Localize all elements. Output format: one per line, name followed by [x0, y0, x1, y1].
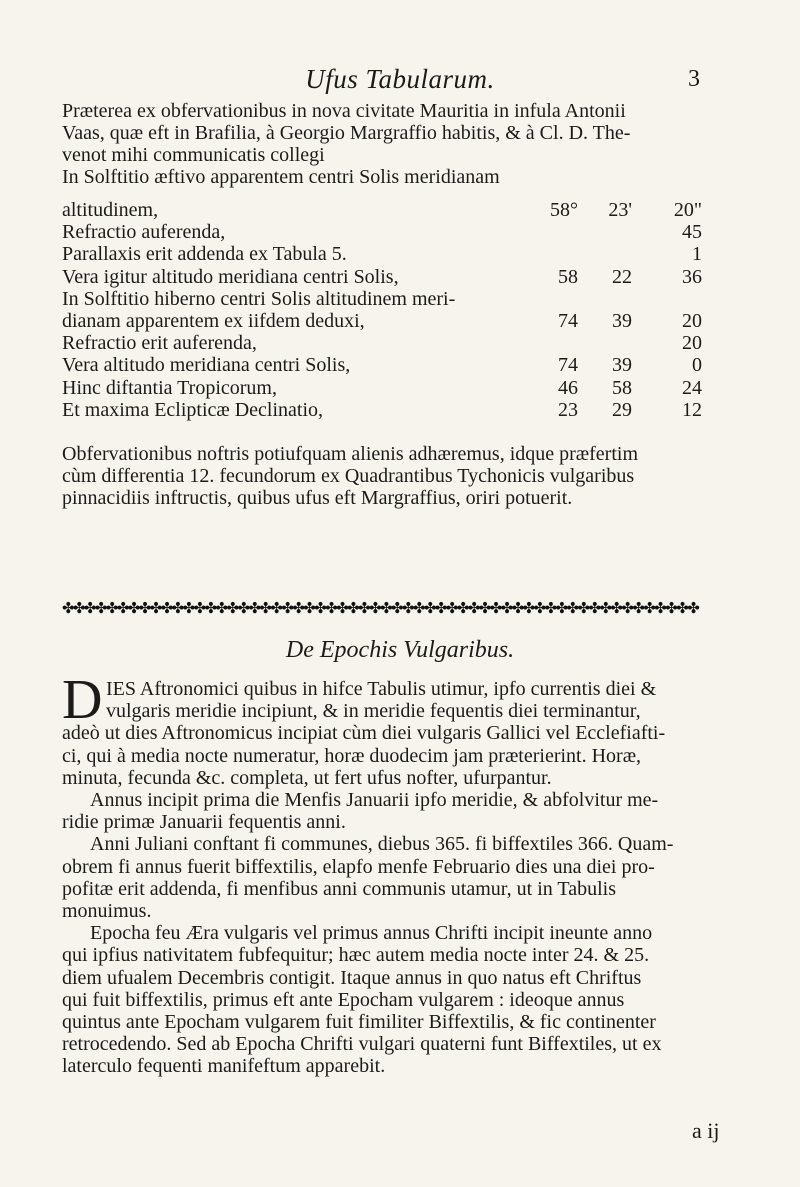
seconds-value: 1 — [692, 243, 702, 266]
seconds-value: 12 — [682, 398, 702, 421]
row-label: Et maxima Eclipticæ Declinatio, — [62, 398, 324, 421]
page-number: 3 — [688, 66, 700, 92]
table-row — [62, 310, 752, 332]
text-line: qui ipfius nativitatem fubfequitur; hæc autem media nocte inter 24. & 25. — [62, 944, 650, 967]
row-label: altitudinem, — [62, 199, 159, 221]
text-line: diem ufualem Decembris contigit. Itaque annus in quo natus eft Chriftus — [62, 966, 642, 989]
text-line: quintus ante Epocham vulgarem fuit fimiliter Biffextilis, & fic continenter — [62, 1011, 656, 1034]
degrees-value: 58 — [558, 265, 578, 288]
text-line: obrem fi annus fuerit biffextilis, elapfo menfe Februario dies una diei pro- — [62, 855, 655, 878]
row-label: dianam apparentem ex iifdem deduxi, — [62, 309, 365, 332]
minutes-value: 22 — [612, 265, 632, 288]
text-line: Præterea ex obfervationibus in nova civitate Mauritia in infula Antonii — [62, 100, 626, 122]
seconds-value: 20 — [682, 332, 702, 355]
table-row — [62, 199, 752, 221]
table-row — [62, 243, 752, 265]
degrees-value: 23 — [558, 398, 578, 421]
text-line: laterculo fequenti manifeftum apparebit. — [62, 1055, 386, 1078]
text-line: vulgaris meridie incipiunt, & in meridie fequentis diei terminantur, — [106, 700, 641, 723]
text-line: ci, qui à media nocte numeratur, horæ duodecim jam præterierint. Horæ, — [62, 744, 642, 767]
text-line: cùm differentia 12. fecundorum ex Quadrantibus Tychonicis vulgaribus — [62, 465, 635, 487]
text-line: Obfervationibus noftris potiufquam alienis adhæremus, idque præfertim — [62, 443, 638, 465]
text-line: Anni Juliani conftant fi communes, diebus 365. fi biffextiles 366. Quam- — [90, 833, 674, 856]
row-label: Hinc diftantia Tropicorum, — [62, 376, 277, 399]
text-line: monuimus. — [62, 900, 152, 923]
minutes-value: 39 — [612, 354, 632, 377]
text-line: IES Aftronomici quibus in hifce Tabulis utimur, ipfo currentis diei & — [106, 678, 657, 700]
running-title: Ufus Tabularum. — [305, 64, 495, 94]
table-row — [62, 288, 752, 310]
degrees-value: 74 — [558, 354, 578, 377]
row-label: Vera altitudo meridiana centri Solis, — [62, 354, 351, 377]
table-row — [62, 354, 752, 376]
intro-paragraph — [62, 100, 752, 166]
text-line: Annus incipit prima die Menfis Januarii ipfo meridie, & abfolvitur me- — [90, 789, 659, 812]
seconds-value: 45 — [682, 221, 702, 244]
closing-paragraph — [62, 443, 752, 509]
text-line: minuta, fecunda &c. completa, ut fert ufus nofter, ufurpantur. — [62, 766, 552, 789]
table-row — [62, 221, 752, 243]
seconds-value: 0 — [692, 354, 702, 377]
minutes-value: 58 — [612, 376, 632, 399]
row-label: Parallaxis erit addenda ex Tabula 5. — [62, 243, 347, 266]
degrees-value: 58° — [550, 199, 578, 221]
degrees-value: 74 — [558, 309, 578, 332]
row-label: Refractio auferenda, — [62, 221, 226, 244]
table-row — [62, 332, 752, 354]
text-line: pofitæ erit addenda, fi menfibus anni communis utamur, ut in Tabulis — [62, 877, 617, 900]
observation-heading-line — [62, 166, 752, 188]
table-row — [62, 266, 752, 288]
row-label: In Solftitio hiberno centri Solis altitudinem meri- — [62, 287, 456, 310]
text-line: retrocedendo. Sed ab Epocha Chrifti vulgari quaterni funt Biffextiles, ut ex — [62, 1033, 662, 1056]
row-label: Refractio erit auferenda, — [62, 332, 257, 355]
section-title: De Epochis Vulgaribus. — [285, 637, 515, 663]
drop-cap: D — [62, 669, 103, 731]
seconds-value: 36 — [682, 265, 702, 288]
text-line: In Solftitio æftivo apparentem centri Solis meridianam — [62, 166, 500, 188]
signature-mark: a ij — [692, 1118, 720, 1143]
text-line: qui fuit biffextilis, primus eft ante Epocham vulgarem : ideoque annus — [62, 988, 625, 1011]
running-head — [0, 64, 800, 100]
seconds-value: 20 — [682, 309, 702, 332]
ornamental-divider: ✤✤✤✤✤✤✤✤✤✤✤✤✤✤✤✤✤✤✤✤✤✤✤✤✤✤✤✤✤✤✤✤✤✤✤✤✤✤✤✤✤✤✤✤✤✤✤✤✤✤✤✤✤✤✤✤✤✤ — [62, 601, 699, 617]
section-body — [62, 669, 752, 1078]
text-line: pinnacidiis inftructis, quibus ufus eft Margraffius, oriri potuerit. — [62, 487, 573, 509]
minutes-value: 29 — [612, 398, 632, 421]
minutes-value: 39 — [612, 309, 632, 332]
row-label: Vera igitur altitudo meridiana centri Solis, — [62, 265, 399, 288]
text-line: ridie primæ Januarii fequentis anni. — [62, 811, 346, 834]
table-row — [62, 399, 752, 421]
text-line: Epocha feu Æra vulgaris vel primus annus Chrifti incipit ineunte anno — [90, 922, 653, 945]
minutes-value: 23' — [608, 199, 632, 221]
observation-table — [62, 199, 752, 421]
table-row — [62, 377, 752, 399]
seconds-value: 24 — [682, 376, 702, 399]
text-line: Vaas, quæ eft in Brafilia, à Georgio Margraffio habitis, & à Cl. D. The- — [62, 122, 631, 144]
degrees-value: 46 — [558, 376, 578, 399]
seconds-value: 20" — [673, 199, 702, 221]
text-line: venot mihi communicatis collegi — [62, 144, 325, 166]
text-line: adeò ut dies Aftronomicus incipiat cùm diei vulgaris Gallici vel Ecclefiafti- — [62, 722, 666, 745]
